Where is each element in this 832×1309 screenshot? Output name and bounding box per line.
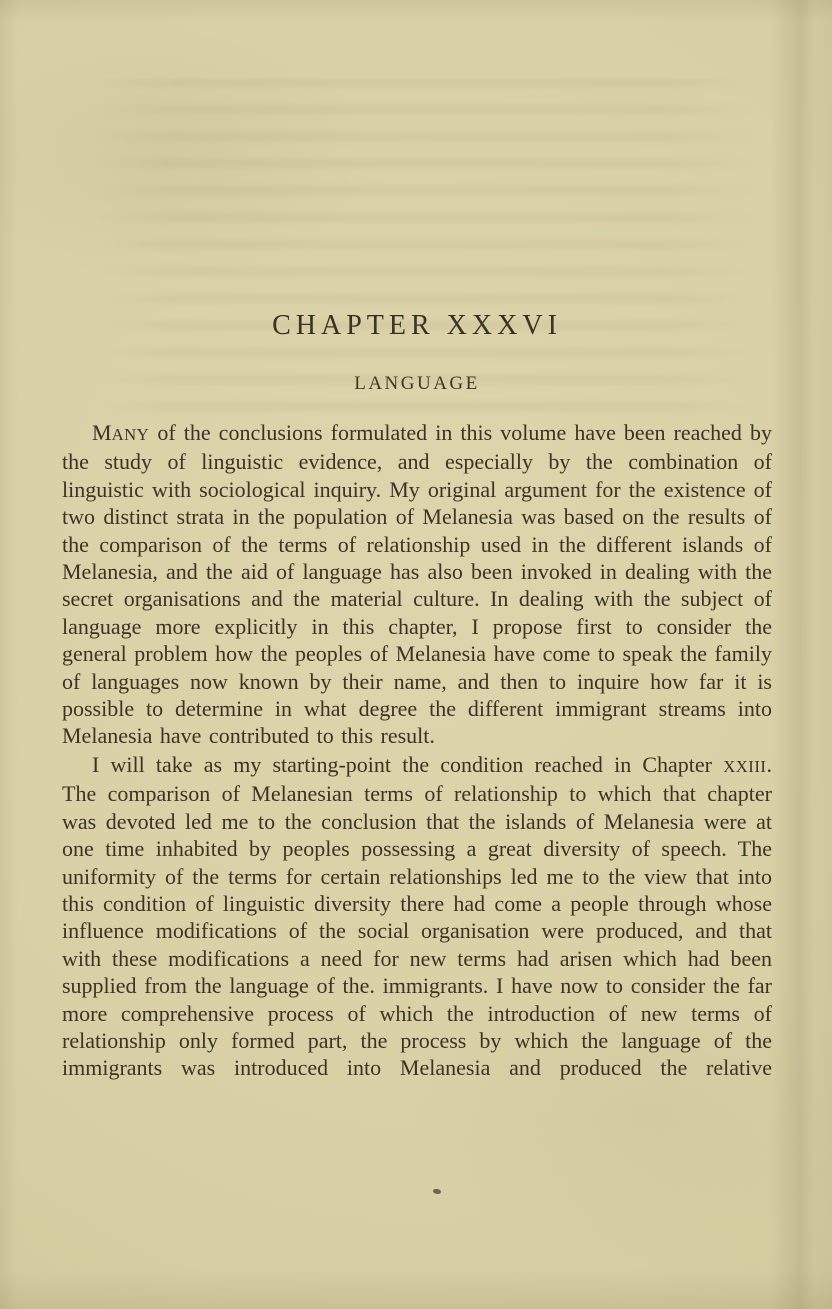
ink-speck: [432, 1188, 441, 1195]
chapter-heading: CHAPTER XXXVI: [272, 310, 562, 341]
lead-capital: M: [92, 420, 112, 445]
lead-smallcaps: ANY: [111, 425, 150, 444]
paragraph-1-text: of the conclusions formulated in this volume have been reached by the study of linguistic evidence, and especially by the combination of linguistic with sociological inquiry. My original argument for the existence of two distinct strata in the population of Melanesia was based on the results of the comparison of the terms of relationship used in the different islands of Melanesia, and the aid of language has also been invoked in dealing with the secret organisations and the material culture. In dealing with the subject of language more explicitly in this chapter, I propose first to consider the general problem how the peoples of Melanesia have come to speak the family of languages now known by their name, and then to inquire how far it is possible to determine in what degree the different immigrant streams into Melanesia have contributed to this result.: [62, 420, 772, 749]
chapter-reference: XXIII: [723, 756, 767, 776]
paragraph-1: [62, 419, 772, 750]
body-text: [62, 419, 772, 1082]
section-heading: LANGUAGE: [354, 373, 480, 394]
paragraph-2-text-after: . The comparison of Melanesian terms of relationship to which that chapter was devoted led me to the conclusion that the islands of Melanesia were at one time inhabited by peoples possessing a great diversity of speech. The uniformity of the terms for certain relationships led me to the view that into this condition of linguistic diversity there had come a people through whose influence modifications of the social organisation were produced, and that with these modifications a need for new terms had arisen which had been supplied from the language of the. immigrants. I have now to consider the far more comprehensive process of which the introduction of new terms of relationship only formed part, the process by which the language of the immigrants was introduced into Melanesia and produced the relative: [62, 751, 772, 1081]
paragraph-2-text-before: I will take as my starting-point the condition reached in Chapter: [92, 751, 724, 777]
paragraph-2: [62, 751, 772, 1082]
